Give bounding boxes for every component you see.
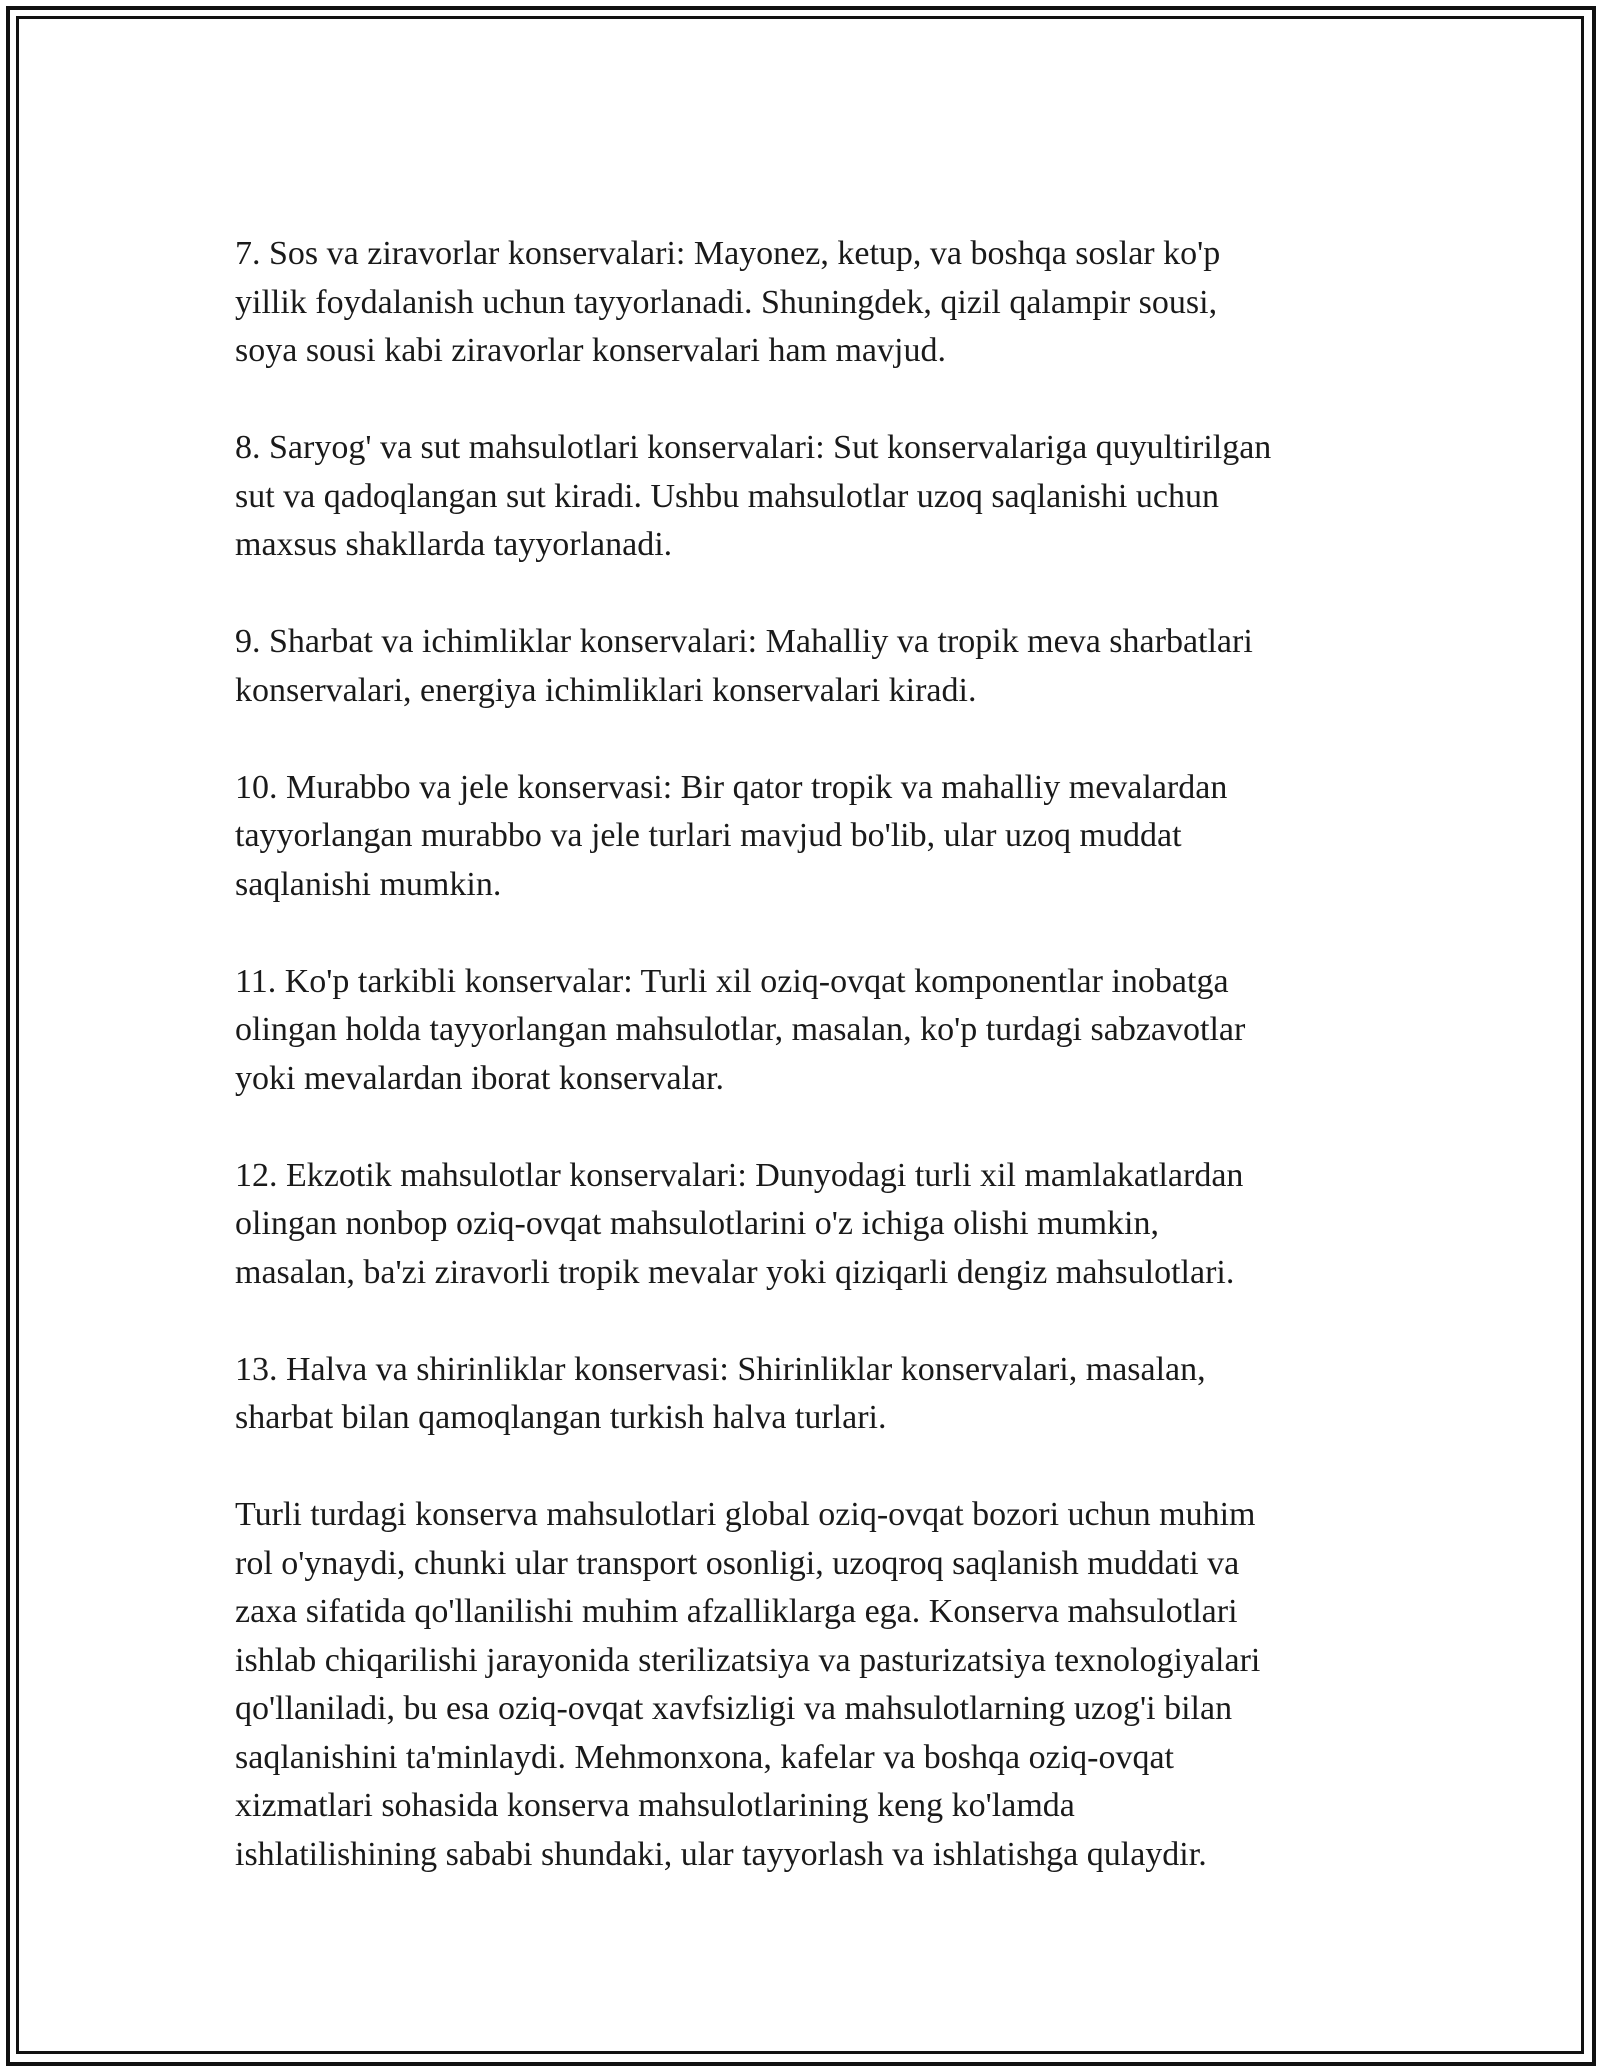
text-line: xizmatlari sohasida konserva mahsulotlarining keng ko'lamda (235, 1787, 1075, 1824)
text-line: 11. Ko'p tarkibli konservalar: Turli xil oziq-ovqat komponentlar inobatga (235, 962, 1229, 1000)
text-line: yoki mevalardan iborat konservalar. (235, 1059, 725, 1097)
text-line: 8. Saryog' va sut mahsulotlari konservalari: Sut konservalariga quyultirilgan (235, 429, 1272, 466)
text-line: 12. Ekzotik mahsulotlar konservalari: Dunyodagi turli xil mamlakatlardan (235, 1156, 1244, 1194)
text-line: 13. Halva va shirinliklar konservasi: Shirinliklar konservalari, masalan, (235, 1350, 1206, 1388)
paragraph-juices-drinks (235, 618, 1385, 715)
text-line: yillik foydalanish uchun tayyorlanadi. Shuningdek, qizil qalampir sousi, (235, 283, 1218, 321)
paragraph-halva-sweets (235, 1346, 1385, 1443)
paragraph-sauces-spices (235, 230, 1385, 376)
text-line: olingan nonbop oziq-ovqat mahsulotlarini o'z ichiga olishi mumkin, (235, 1205, 1159, 1242)
paragraph-multi-component (235, 958, 1385, 1104)
text-line: sut va qadoqlangan sut kiradi. Ushbu mahsulotlar uzoq saqlanishi uchun (235, 477, 1219, 515)
text-line: saqlanishini ta'minlaydi. Mehmonxona, kafelar va boshqa oziq-ovqat (235, 1738, 1175, 1776)
paragraph-conclusion (235, 1491, 1385, 1879)
text-line: masalan, ba'zi ziravorli tropik mevalar yoki qiziqarli dengiz mahsulotlari. (235, 1253, 1235, 1291)
text-line: 9. Sharbat va ichimliklar konservalari: Mahalliy va tropik meva sharbatlari (235, 623, 1253, 660)
text-line: tayyorlangan murabbo va jele turlari mavjud bo'lib, ular uzoq muddat (235, 817, 1182, 854)
text-line: saqlanishi mumkin. (235, 865, 502, 903)
paragraph-jam-jelly (235, 764, 1385, 910)
text-line: konservalari, energiya ichimliklari konservalari kiradi. (235, 671, 977, 709)
paragraph-exotic (235, 1152, 1385, 1298)
text-line: rol o'ynaydi, chunki ular transport osonligi, uzoqroq saqlanish muddati va (235, 1544, 1240, 1582)
text-line: maxsus shakllarda tayyorlanadi. (235, 526, 673, 563)
text-line: olingan holda tayyorlangan mahsulotlar, masalan, ko'p turdagi sabzavotlar (235, 1011, 1246, 1048)
text-line: Turli turdagi konserva mahsulotlari global oziq-ovqat bozori uchun muhim (235, 1496, 1256, 1533)
text-line: 10. Murabbo va jele konservasi: Bir qator tropik va mahalliy mevalardan (235, 768, 1228, 806)
document-body (235, 230, 1385, 1928)
text-line: ishlab chiqarilishi jarayonida sterilizatsiya va pasturizatsiya texnologiyalari (235, 1641, 1261, 1679)
text-line: ishlatilishining sababi shundaki, ular tayyorlash va ishlatishga qulaydir. (235, 1835, 1207, 1873)
text-line: sharbat bilan qamoqlangan turkish halva turlari. (235, 1399, 887, 1436)
text-line: qo'llaniladi, bu esa oziq-ovqat xavfsizligi va mahsulotlarning uzog'i bilan (235, 1690, 1233, 1727)
text-line: soya sousi kabi ziravorlar konservalari ham mavjud. (235, 332, 946, 369)
text-line: 7. Sos va ziravorlar konservalari: Mayonez, ketup, va boshqa soslar ko'p (235, 235, 1221, 272)
paragraph-dairy (235, 424, 1385, 570)
text-line: zaxa sifatida qo'llanilishi muhim afzalliklarga ega. Konserva mahsulotlari (235, 1593, 1238, 1630)
